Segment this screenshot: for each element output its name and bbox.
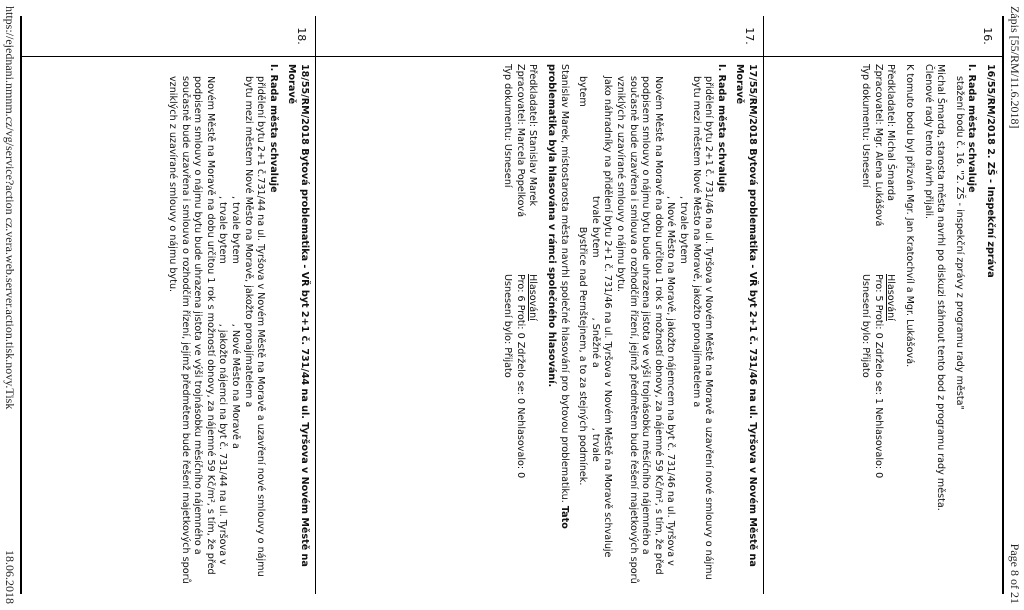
- processor: Zpracovatel: Marcela Popelková: [514, 64, 526, 218]
- council-heading: I. Rada města schvaluje: [966, 64, 978, 193]
- redacted-line: bytem: [577, 76, 589, 107]
- voting-label: Hlasování: [885, 274, 897, 321]
- item-content: 17/55/RM/2018 Bytová problematika - VŘ byt 2+1 č. 731/46 na ul. Tyršova v Novém Městě na Moravě I. Rada města schvaluje přidělení bytu 2+1 č. 731/46 na ul. Tyršova v Novém Městě na Moravě a uzavření nové smlouvy o nájmu bytu mezi městem Nové Město na Moravě, jakožto pronajímatelem a , trvale bytem , Nové Město na Moravě, jakožto nájemcem na byt č. 731/46 na ul. Tyršova v Novém Městě na Moravě na dobu určitou 1 rok s možností obnovy, za nájemné 59 Kč/m², s tím, že před podpisem smlouvy o nájmu bytu bude uhrazena jistota ve výši trojnásobku měsíčního nájemného a současně bude uzavřena i smlouva o rozhodčím řízení, jejímž předmětem bude řešení majetkových sporů vzniklých z uzavírané smlouvy o nájmu bytu. Jako náhradníky na přidělení bytu 2+1 č. 731/46 na ul. Tyršova v Novém Městě na Moravě schvaluje trvale bytem, Sněžné a, trvale bytemBystřice nad Pernštejnem, a to za stejných podmínek. Stanislav Marek, místostarosta města navrhl společné hlasování pro bytovou problematiku. Tato problematika byla hlasována v rámci společného hlasování. Předkladatel: Stanislav Marek Zpracovatel: Marcela Popelková Typ dokumentu: Usnesení Hlasování Pro: 6 Proti: 0 Zdrželo se: 0 Nehlasovalo: 0 Usnesení bylo: Přijato: [501, 64, 758, 590]
- vote-result: Usnesení bylo: Přijato: [860, 274, 872, 378]
- footer-url: https://ejednani.nmnm.cz/vg/service?action cz.vera.web.server.action.tisk.novy.Tisk: [3, 6, 17, 410]
- item-title: 16/55/RM/2018 2. ZŠ - Inspekční zpráva: [985, 64, 996, 278]
- item-title: 18/55/RM/2018 Bytová problematika - VŘ byt 2+1 č. 731/44 na ul. Tyršova v Novém Městě na Moravě: [286, 64, 310, 567]
- processor: Zpracovatel: Mgr. Alena Lukášová: [872, 64, 884, 227]
- resolution-text: přidělení bytu 2+1 č. 731/46 na ul. Tyršova v Novém Městě na Moravě a uzavření nové smlouvy o nájmu bytu mezi městem Nové Město na Moravě, jakožto pronajímatelem a: [690, 76, 715, 580]
- resolution-text: přidělení bytu 2+1 č.731/44 na ul. Tyršova v Novém Městě na Moravě a uzavření nové smlouvy o nájmu bytu mezi městem Nové Město na Moravě, jakožto pronajímatelem a: [242, 76, 267, 577]
- footer-date: 18.06.2018: [3, 550, 17, 604]
- council-heading: I. Rada města schvaluje: [267, 64, 279, 193]
- resolution-text: Jako náhradníky na přidělení bytu 2+1 č. 731/46 na ul. Tyršova v Novém Městě na Moravě schvaluje: [602, 76, 614, 558]
- redacted-line: , trvale bytem: [230, 196, 242, 264]
- item-content: 18/55/RM/2018 Bytová problematika - VŘ byt 2+1 č. 731/44 na ul. Tyršova v Novém Městě na Moravě I. Rada města schvaluje přidělení bytu 2+1 č.731/44 na ul. Tyršova v Novém Městě na Moravě a uzavření nové smlouvy o nájmu bytu mezi městem Nové Město na Moravě, jakožto pronajímatelem a , trvale bytem, Nové Město na Moravě a , trvale bytem, jakožto nájemci na byt č. 731/44 na ul. Tyršova v Novém Městě na Moravě na dobu určitou 1 rok s možností obnovy, za nájemné 59 Kč/m², s tím, že před podpisem smlouvy o nájmu bytu bude uhrazena jistota ve výši trojnásobku měsíčního nájemného a současně bude uzavřena i smlouva o rozhodčím řízení, jejímž předmětem bude řešení majetkových sporů vzniklých z uzavírané smlouvy o nájmu bytu.: [165, 64, 310, 590]
- resolution-text: , Nové Město na Moravě, jakožto nájemcem na byt č. 731/46 na ul. Tyršova v Novém Městě na Moravě na dobu určitou 1 rok s možností obnovy, za nájemné 59 Kč/m², s tím, že před podpisem smlouvy o nájmu bytu bude uhrazena jistota ve výši trojnásobku měsíčního nájemného a současně bude uzavřena i smlouva o rozhodčím řízení, jejímž předmětem bude řešení majetkových sporů vzniklých z uzavírané smlouvy o nájmu bytu.: [615, 76, 677, 584]
- page-header: [1007, 6, 1022, 604]
- header-page-number: Page 8 of 21: [1008, 543, 1022, 604]
- item-number: 18.: [295, 27, 308, 45]
- council-heading: I. Rada města schvaluje: [715, 64, 727, 193]
- voting-label: Hlasování: [527, 274, 539, 321]
- meta-block: [501, 64, 539, 590]
- resolution-text: stažení bodu č. 16. "2. ZŠ - inspekční zprávy z programu rady města": [953, 76, 965, 410]
- header-doc-title: Zápis [55/RM/11.6.2018]: [1008, 6, 1022, 129]
- minutes-table: [20, 16, 1004, 594]
- paragraph: Stanislav Marek, místostarosta města navrhl společné hlasování pro bytovou problematiku.: [558, 64, 570, 503]
- item-content: [859, 64, 996, 590]
- table-row: [22, 16, 316, 594]
- presenter: Předkladatel: Michal Šmarda: [885, 64, 897, 201]
- page-footer: [2, 6, 17, 604]
- document-type: Typ dokumentu: Usnesení: [502, 64, 514, 188]
- vote-result: Usnesení bylo: Přijato: [502, 274, 514, 378]
- paragraph: K tomuto bodu byl přizván Mgr. Jan Kratochvíl a Mgr. Lukášová.: [904, 64, 916, 368]
- redacted-line: , trvale bytem: [678, 196, 690, 264]
- item-number: 16.: [981, 27, 994, 45]
- item-title: 17/55/RM/2018 Bytová problematika - VŘ byt 2+1 č. 731/46 na ul. Tyršova v Novém Městě na Moravě: [734, 64, 758, 567]
- table-row: [315, 16, 764, 594]
- resolution-text: , jakožto nájemci na byt č. 731/44 na ul. Tyršova v Novém Městě na Moravě na dobu určitou 1 rok s možností obnovy, za nájemné 59 Kč/m², s tím, že před podpisem smlouvy o nájmu bytu bude uhrazena jistota ve výši trojnásobku měsíčního nájemného a současně bude uzavřena i smlouva o rozhodčím řízení, jejímž předmětem bude řešení majetkových sporů vzniklých z uzavírané smlouvy o nájmu bytu.: [167, 76, 229, 584]
- table-row: [763, 16, 1002, 594]
- item-number: 17.: [743, 27, 756, 45]
- vote-counts: Pro: 5 Proti: 0 Zdrželo se: 1 Nehlasovalo: 0: [872, 274, 884, 479]
- presenter: Předkladatel: Stanislav Marek: [527, 64, 539, 207]
- redacted-line: , trvale bytem: [217, 196, 229, 264]
- paragraph-emphasis: Tato problematika byla hlasována v rámci společného hlasování.: [546, 64, 570, 529]
- paragraph: Michal Šmarda, starosta města navrhl po diskuzi stáhnout tento bod z programu rady města.: [935, 64, 947, 511]
- document-type: Typ dokumentu: Usnesení: [860, 64, 872, 188]
- paragraph: Členové rady tento návrh přijali.: [922, 64, 934, 220]
- vote-counts: Pro: 6 Proti: 0 Zdrželo se: 0 Nehlasovalo: 0: [514, 274, 526, 479]
- meta-block: [859, 64, 897, 590]
- redacted-line: trvale bytem: [589, 196, 601, 258]
